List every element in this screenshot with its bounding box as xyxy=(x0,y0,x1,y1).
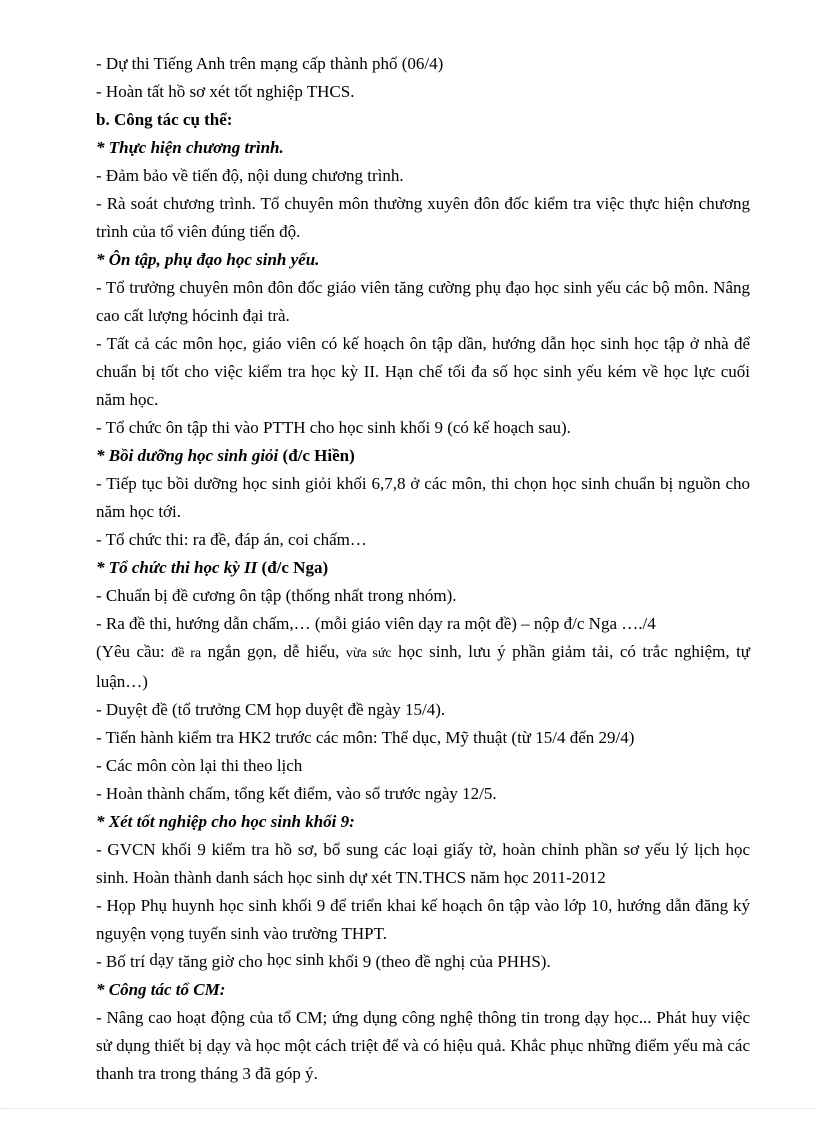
owner-label: (đ/c Hiền) xyxy=(278,446,355,465)
text-run: đề ra xyxy=(171,646,202,661)
paragraph: - Đảm bảo về tiến độ, nội dung chương trình. xyxy=(96,166,404,185)
paragraph: - Tiếp tục bồi dưỡng học sinh giỏi khối 6,7,8 ở các môn, thi chọn học sinh chuẩn bị nguồn cho năm học tới. xyxy=(96,474,750,521)
paragraph: - Tổ chức thi: ra đề, đáp án, coi chấm… xyxy=(96,530,367,549)
paragraph: - Họp Phụ huynh học sinh khối 9 để triển khai kế hoạch ôn tập vào lớp 10, hướng dẫn đăng ký nguyện vọng tuyển sinh vào trường THPT. xyxy=(96,896,750,943)
subsection-heading: * Ôn tập, phụ đạo học sinh yếu. xyxy=(96,250,320,269)
paragraph: - Rà soát chương trình. Tổ chuyên môn thường xuyên đôn đốc kiểm tra việc thực hiện chương trình của tổ viên đúng tiến độ. xyxy=(96,194,750,241)
paragraph: - Ra đề thi, hướng dẫn chấm,… (mỗi giáo viên dạy ra một đề) – nộp đ/c Nga …./4 xyxy=(96,614,656,633)
text-run: học sinh xyxy=(391,642,458,661)
subsection-title: * Tổ chức thi học kỳ II xyxy=(96,558,258,577)
subsection-heading xyxy=(96,442,750,470)
subsection-heading: * Xét tốt nghiệp cho học sinh khối 9: xyxy=(96,812,355,831)
paragraph xyxy=(96,948,750,976)
paragraph: - Tất cả các môn học, giáo viên có kế hoạch ôn tập dần, hướng dẫn học sinh học tập ở nhà để chuẩn bị tốt cho việc kiểm tra học kỳ II. Hạn chế tối đa số học sinh yếu kém về học lực cuối năm học. xyxy=(96,334,750,409)
text-run: , lưu ý phần giảm tải, có trắc nghiệm, tự luận…) xyxy=(96,642,751,691)
requirement-paragraph xyxy=(96,638,750,696)
paragraph: - Chuẩn bị đề cương ôn tập (thống nhất trong nhóm). xyxy=(96,586,457,605)
paragraph: - Nâng cao hoạt động của tổ CM; ứng dụng công nghệ thông tin trong dạy học... Phát huy việc sử dụng thiết bị dạy và học một cách triệt để và có hiệu quả. Khắc phục những điểm yếu mà các thanh tra trong tháng 3 đã góp ý. xyxy=(96,1008,750,1083)
paragraph: - Tiến hành kiểm tra HK2 trước các môn: Thể dục, Mỹ thuật (từ 15/4 đến 29/4) xyxy=(96,728,635,747)
text-run: ngắn gọn, dễ hiểu, xyxy=(201,642,346,661)
text-run: dạy xyxy=(149,950,174,969)
owner-label: (đ/c Nga) xyxy=(257,558,329,577)
subsection-heading: * Công tác tổ CM: xyxy=(96,980,226,999)
paragraph: - Hoàn thành chấm, tổng kết điểm, vào sổ trước ngày 12/5. xyxy=(96,784,497,803)
text-run: (Yêu cầu: xyxy=(96,642,172,661)
paragraph: - Tổ chức ôn tập thi vào PTTH cho học sinh khối 9 (có kế hoạch sau). xyxy=(96,418,571,437)
subsection-heading: * Thực hiện chương trình. xyxy=(96,138,284,157)
text-run: vừa sức xyxy=(345,646,392,661)
paragraph: - Hoàn tất hồ sơ xét tốt nghiệp THCS. xyxy=(96,82,355,101)
text-run: khối 9 (theo đề nghị của PHHS). xyxy=(324,952,551,971)
text-run: tăng giờ cho xyxy=(173,952,267,971)
page-bottom-divider xyxy=(0,1108,816,1109)
text-run: học sinh xyxy=(266,950,325,969)
paragraph: - Dự thi Tiếng Anh trên mạng cấp thành phố (06/4) xyxy=(96,54,444,73)
paragraph: - Tổ trưởng chuyên môn đôn đốc giáo viên tăng cường phụ đạo học sinh yếu các bộ môn. Nâng cao cất lượng hócinh đại trà. xyxy=(96,278,750,325)
paragraph: - GVCN khối 9 kiểm tra hồ sơ, bổ sung các loại giấy tờ, hoàn chỉnh phần sơ yếu lý lịch học sinh. Hoàn thành danh sách học sinh dự xét TN.THCS năm học 2011-2012 xyxy=(96,840,750,887)
document-page xyxy=(96,50,750,1088)
paragraph: - Các môn còn lại thi theo lịch xyxy=(96,756,303,775)
subsection-title: * Bồi dưỡng học sinh giỏi xyxy=(96,446,279,465)
paragraph: - Duyệt đề (tổ trưởng CM họp duyệt đề ngày 15/4). xyxy=(96,700,446,719)
subsection-heading xyxy=(96,554,750,582)
section-heading: b. Công tác cụ thể: xyxy=(96,110,233,129)
text-run: - Bố trí xyxy=(96,952,150,971)
